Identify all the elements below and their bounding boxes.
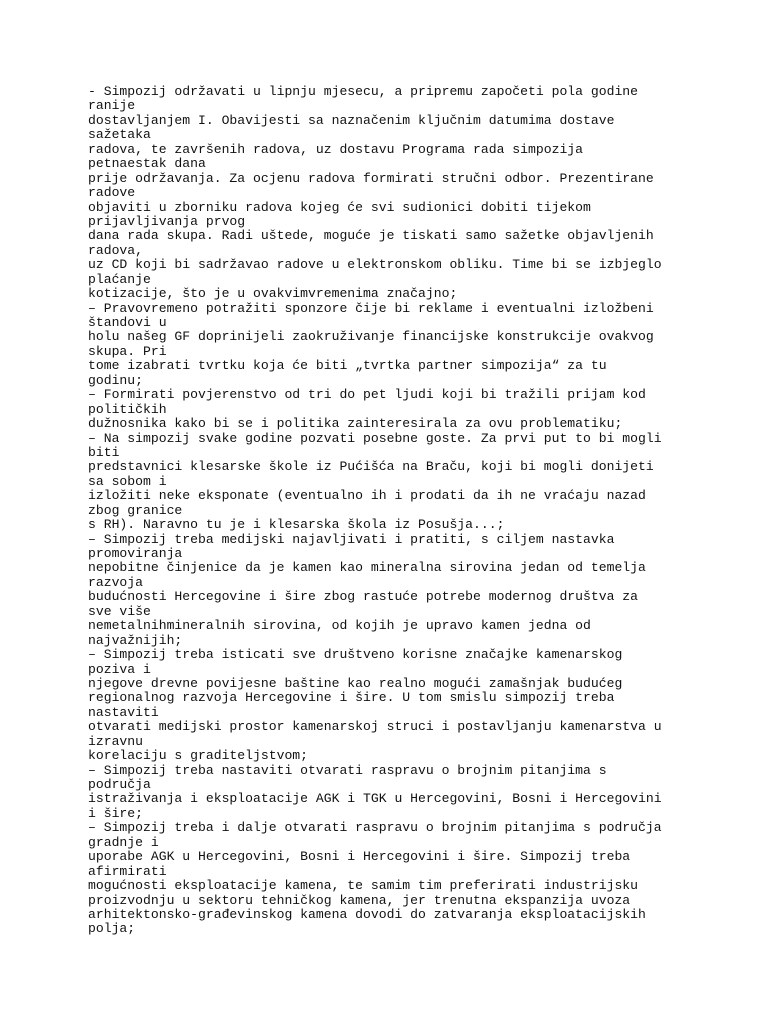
text-line: njegove drevne povijesne baštine kao realno mogući zamašnjak budućeg <box>88 675 623 691</box>
text-line: i šire; <box>88 805 144 821</box>
text-line: dužnosnika kako bi se i politika zainteresirala za ovu problematiku; <box>88 416 623 432</box>
text-line: područja <box>88 777 151 792</box>
text-line: plaćanje <box>88 271 151 287</box>
text-line: – Simpozij treba nastaviti otvarati raspravu o brojnim pitanjima s <box>88 762 607 778</box>
text-line: nemetalnihmineralnih sirovina, od kojih je upravo kamen jedna od <box>88 618 591 634</box>
text-line: predstavnici klesarske škole iz Pućišća na Braču, koji bi mogli donijeti <box>88 459 654 475</box>
text-line: budućnosti Hercegovine i šire zbog rastuće potrebe modernog društva za <box>88 589 639 605</box>
text-line: – Simpozij treba medijski najavljivati i pratiti, s ciljem nastavka <box>88 531 615 547</box>
text-line: korelaciju s graditeljstvom; <box>88 748 309 764</box>
text-line: poziva i <box>88 661 151 677</box>
text-line: afirmirati <box>88 863 167 879</box>
text-line: regionalnog razvoja Hercegovine i šire. U tom smislu simpozij treba <box>88 690 615 706</box>
text-line: godinu; <box>88 372 144 388</box>
text-line: biti <box>88 444 120 460</box>
text-line: objaviti u zborniku radova kojeg će svi sudionici dobiti tijekom <box>88 199 591 215</box>
text-line: razvoja <box>88 574 144 590</box>
text-line: s RH). Naravno tu je i klesarska škola iz Posušja...; <box>88 517 505 533</box>
text-line: najvažnijih; <box>88 632 183 648</box>
text-line: istraživanja i eksploatacije AGK i TGK u Hercegovini, Bosni i Hercegovini <box>88 791 662 807</box>
text-line: uporabe AGK u Hercegovini, Bosni i Hercegovini i šire. Simpozij treba <box>88 849 631 865</box>
text-line: – Na simpozij svake godine pozvati posebne goste. Za prvi put to bi mogli <box>88 430 662 446</box>
text-line: nastaviti <box>88 704 159 720</box>
text-line: izložiti neke eksponate (eventualno ih i prodati da ih ne vraćaju nazad <box>88 488 646 504</box>
text-line: tome izabrati tvrtku koja će biti „tvrtka partner simpozija“ za tu <box>88 358 607 374</box>
text-line: skupa. Pri <box>88 343 167 359</box>
text-line: političkih <box>88 401 167 417</box>
text-line: zbog granice <box>88 502 183 518</box>
text-line: otvarati medijski prostor kamenarskoj struci i postavljanju kamenarstva u <box>88 719 662 735</box>
text-line: ranije <box>88 98 136 114</box>
text-line: petnaestak dana <box>88 156 206 172</box>
text-line: – Simpozij treba isticati sve društveno korisne značajke kamenarskog <box>88 647 623 663</box>
text-line: prije održavanja. Za ocjenu radova formirati stručni odbor. Prezentirane <box>88 170 654 186</box>
text-line: mogućnosti eksploatacije kamena, te samim tim preferirati industrijsku <box>88 878 639 894</box>
text-line: sve više <box>88 603 151 619</box>
text-line: radove <box>88 185 136 201</box>
text-line: proizvodnju u sektoru tehničkog kamena, jer trenutna ekspanzija uvoza <box>88 892 631 908</box>
text-line: polja; <box>88 921 136 937</box>
text-line: – Pravovremeno potražiti sponzore čije bi reklame i eventualni izložbeni <box>88 300 654 316</box>
text-line: radova, te završenih radova, uz dostavu Programa rada simpozija <box>88 141 584 157</box>
text-line: holu našeg GF doprinijeli zaokruživanje financijske konstrukcije ovakvog <box>88 329 654 345</box>
text-line: nepobitne činjenice da je kamen kao mineralna sirovina jedan od temelja <box>88 560 646 576</box>
text-line: – Formirati povjerenstvo od tri do pet ljudi koji bi tražili prijam kod <box>88 387 646 403</box>
text-line: štandovi u <box>88 315 167 330</box>
text-line: dostavljanjem I. Obavijesti sa naznačenim ključnim datumima dostave <box>88 112 615 128</box>
text-line: kotizacije, što je u ovakvimvremenima značajno; <box>88 286 458 302</box>
document-body-text <box>88 85 728 937</box>
text-line: sažetaka <box>88 127 151 143</box>
text-line: radova, <box>88 242 144 258</box>
text-line: - Simpozij održavati u lipnju mjesecu, a pripremu započeti pola godine <box>88 84 639 99</box>
text-line: izravnu <box>88 733 144 749</box>
text-line: arhitektonsko-građevinskog kamena dovodi do zatvaranja eksploatacijskih <box>88 906 646 922</box>
text-line: sa sobom i <box>88 473 167 489</box>
text-line: promoviranja <box>88 546 183 561</box>
text-line: dana rada skupa. Radi uštede, moguće je tiskati samo sažetke objavljenih <box>88 228 654 244</box>
text-line: gradnje i <box>88 834 159 850</box>
text-line: prijavljivanja prvog <box>88 213 246 229</box>
text-line: – Simpozij treba i dalje otvarati raspravu o brojnim pitanjima s područja <box>88 820 662 836</box>
text-line: uz CD koji bi sadržavao radove u elektronskom obliku. Time bi se izbjeglo <box>88 257 662 273</box>
